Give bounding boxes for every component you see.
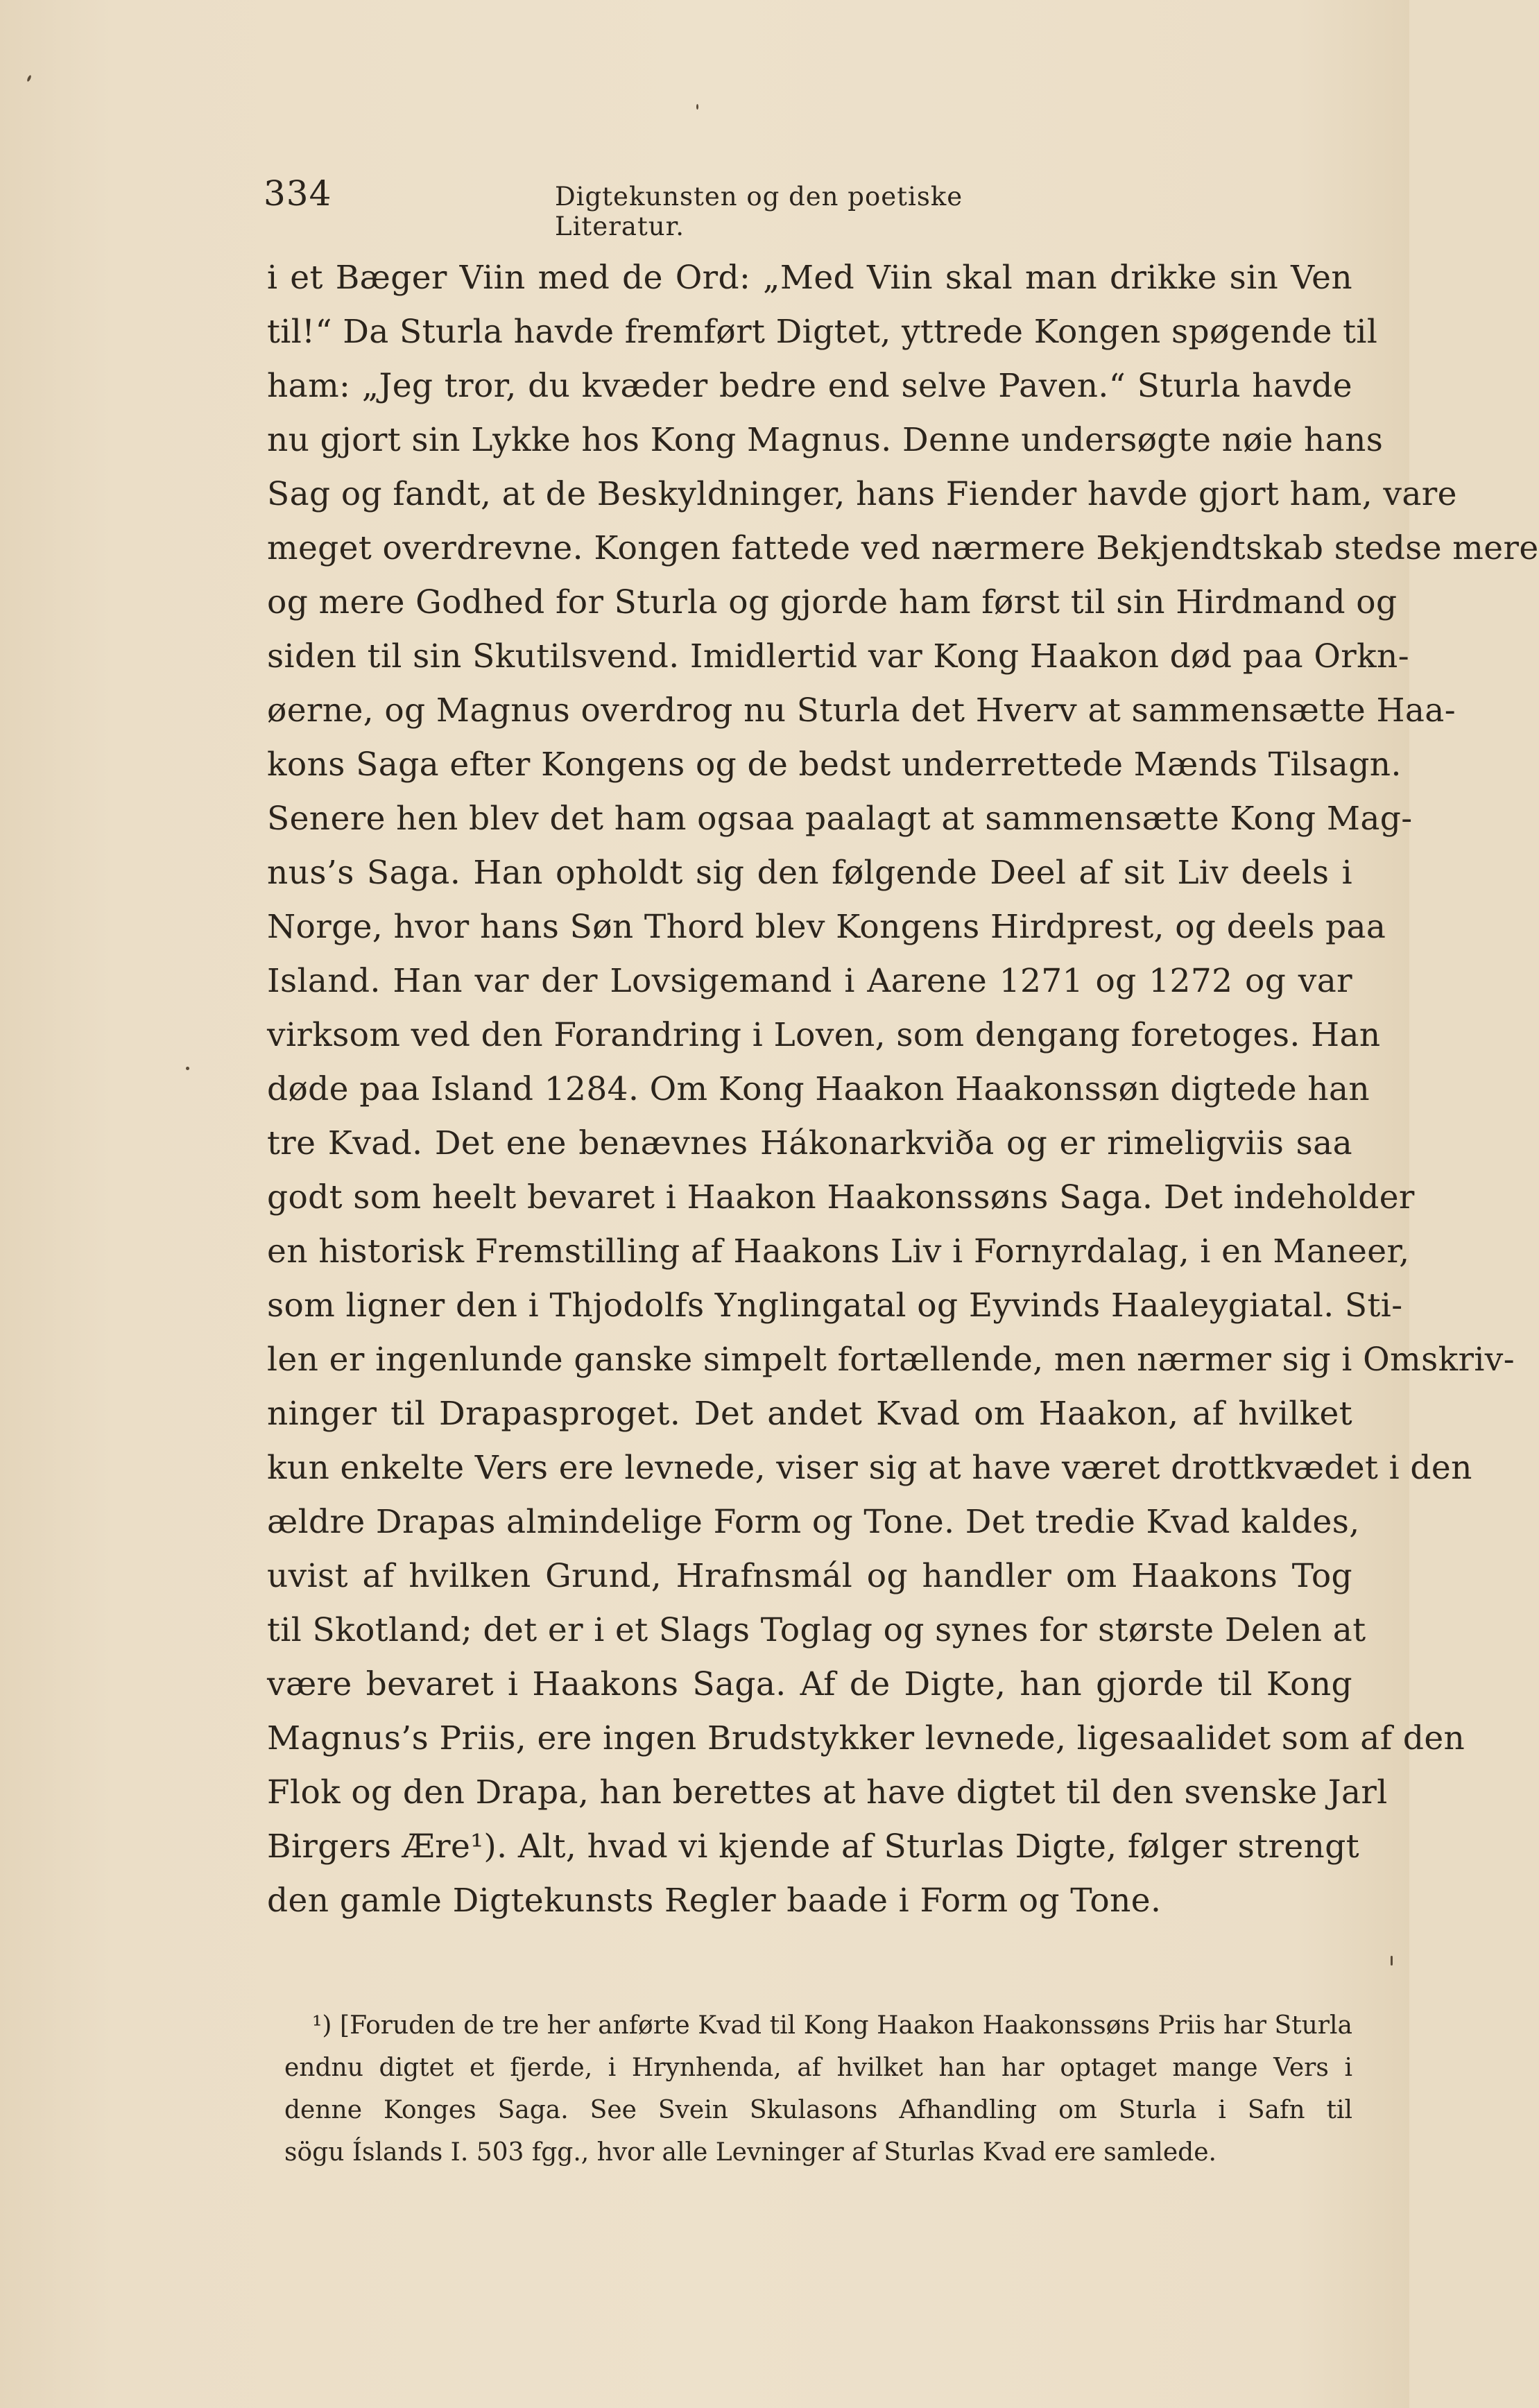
- text-line: som ligner den i Thjodolfs Ynglingatal og Eyvinds Haaleygiatal. Sti-: [267, 1287, 1403, 1325]
- text-line: Birgers Ære¹). Alt, hvad vi kjende af Sturlas Digte, følger strengt: [267, 1828, 1359, 1866]
- text-line: Sag og fandt, at de Beskyldninger, hans Fiender havde gjort ham, vare: [267, 475, 1457, 513]
- paper-speck: [186, 1067, 189, 1070]
- text-line: ninger til Drapasproget. Det andet Kvad om Haakon, af hvilket: [267, 1395, 1352, 1433]
- page-header: [264, 173, 1054, 241]
- text-line: og mere Godhed for Sturla og gjorde ham først til sin Hirdmand og: [267, 583, 1398, 621]
- text-line: øerne, og Magnus overdrog nu Sturla det Hverv at sammensætte Haa-: [267, 691, 1456, 730]
- text-line: tre Kvad. Det ene benævnes Hákonarkviða og er rimeligviis saa: [267, 1124, 1352, 1162]
- footnote-line: denne Konges Saga. See Svein Skulasons Afhandling om Sturla i Safn til: [284, 2096, 1352, 2124]
- text-line: ham: „Jeg tror, du kvæder bedre end selve Paven.“ Sturla havde: [267, 367, 1352, 405]
- text-line: ældre Drapas almindelige Form og Tone. Det tredie Kvad kaldes,: [267, 1503, 1360, 1541]
- text-line: godt som heelt bevaret i Haakon Haakonssøns Saga. Det indeholder: [267, 1178, 1415, 1216]
- paper-speck: [1391, 1956, 1393, 1966]
- text-line: len er ingenlunde ganske simpelt fortællende, men nærmer sig i Omskriv-: [267, 1341, 1515, 1379]
- text-line: nu gjort sin Lykke hos Kong Magnus. Denne undersøgte nøie hans: [267, 421, 1384, 459]
- paper-speck: [26, 75, 32, 83]
- text-line: meget overdrevne. Kongen fattede ved nærmere Bekjendtskab stedse mere: [267, 529, 1539, 567]
- paper-speck: [696, 104, 698, 110]
- text-line: kun enkelte Vers ere levnede, viser sig at have været drottkvædet i den: [267, 1449, 1472, 1487]
- text-line: være bevaret i Haakons Saga. Af de Digte, han gjorde til Kong: [267, 1665, 1352, 1703]
- text-line: til Skotland; det er i et Slags Toglag og synes for største Delen at: [267, 1611, 1366, 1649]
- text-line: nus’s Saga. Han opholdt sig den følgende Deel af sit Liv deels i: [267, 854, 1352, 892]
- text-line: Senere hen blev det ham ogsaa paalagt at sammensætte Kong Mag-: [267, 800, 1413, 838]
- text-line: Flok og den Drapa, han berettes at have digtet til den svenske Jarl: [267, 1773, 1388, 1812]
- text-line: virksom ved den Forandring i Loven, som dengang foretoges. Han: [267, 1016, 1381, 1054]
- footnote: [284, 2004, 1352, 2174]
- body-text: [267, 251, 1539, 1928]
- text-line: i et Bæger Viin med de Ord: „Med Viin skal man drikke sin Ven: [267, 259, 1352, 297]
- text-line: Island. Han var der Lovsigemand i Aarene 1271 og 1272 og var: [267, 962, 1352, 1000]
- running-title: Digtekunsten og den poetiske Literatur.: [555, 182, 963, 241]
- text-line: uvist af hvilken Grund, Hrafnsmál og handler om Haakons Tog: [267, 1557, 1352, 1595]
- text-line: den gamle Digtekunsts Regler baade i Form og Tone.: [267, 1882, 1162, 1920]
- footnote-line: ¹) [Foruden de tre her anførte Kvad til Kong Haakon Haakonssøns Priis har Sturla: [312, 2011, 1352, 2040]
- text-line: Magnus’s Priis, ere ingen Brudstykker levnede, ligesaalidet som af den: [267, 1719, 1465, 1757]
- footnote-line: sögu Íslands I. 503 fgg., hvor alle Levninger af Sturlas Kvad ere samlede.: [284, 2138, 1216, 2167]
- text-line: en historisk Fremstilling af Haakons Liv i Fornyrdalag, i en Maneer,: [267, 1232, 1410, 1271]
- text-line: kons Saga efter Kongens og de bedst underrettede Mænds Tilsagn.: [267, 746, 1402, 784]
- text-line: til!“ Da Sturla havde fremført Digtet, yttrede Kongen spøgende til: [267, 313, 1378, 351]
- text-line: Norge, hvor hans Søn Thord blev Kongens Hirdprest, og deels paa: [267, 908, 1386, 946]
- footnote-line: endnu digtet et fjerde, i Hrynhenda, af hvilket han har optaget mange Vers i: [284, 2054, 1352, 2082]
- text-line: døde paa Island 1284. Om Kong Haakon Haakonssøn digtede han: [267, 1070, 1370, 1108]
- page-number: 334: [264, 173, 332, 214]
- text-line: siden til sin Skutilsvend. Imidlertid var Kong Haakon død paa Orkn-: [267, 637, 1409, 676]
